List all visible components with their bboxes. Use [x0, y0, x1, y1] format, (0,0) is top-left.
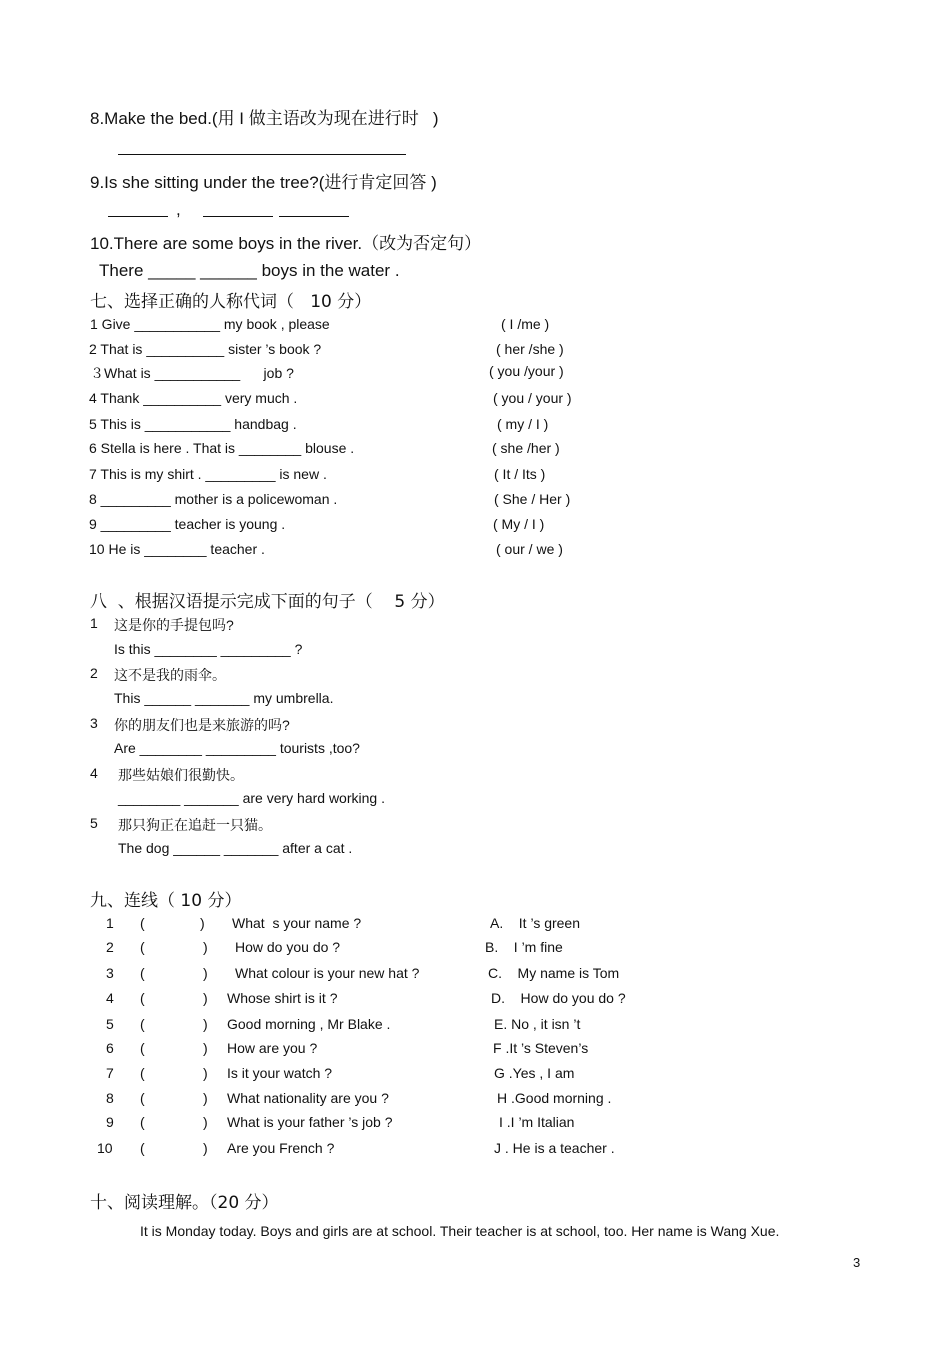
q9-comma: , [176, 200, 181, 219]
reading-paragraph: It is Monday today. Boys and girls are at school. Their teacher is at school, too. Her name is Wang Xue. [140, 1223, 780, 1239]
sec7-question: 10 He is ________ teacher . [89, 541, 265, 557]
answer-paren-close: ) [203, 1090, 208, 1106]
section-8-title: 八 、根据汉语提示完成下面的句子（ 5 分） [90, 592, 445, 612]
sec8-chinese: 这不是我的雨伞。 [114, 667, 226, 683]
q8-text: 8.Make the bed.(用 I 做主语改为现在进行时 ) [90, 109, 439, 128]
match-number: 8 [106, 1090, 114, 1106]
match-question: What nationality are you ? [227, 1090, 389, 1106]
sec7-options: ( our / we ) [496, 541, 563, 557]
sec7-options: ( My / I ) [493, 516, 545, 532]
match-question: What colour is your new hat ? [235, 965, 420, 981]
sec8-chinese: 你的朋友们也是来旅游的吗? [114, 717, 290, 733]
sec7-options: ( she /her ) [492, 440, 560, 456]
match-number: 6 [106, 1040, 114, 1056]
sec8-number: 2 [90, 665, 98, 681]
match-answer: I .I ’m Italian [499, 1114, 575, 1130]
sec7-question: 1 Give ___________ my book , please [90, 316, 330, 332]
match-answer: C. My name is Tom [488, 965, 620, 981]
sec7-question: 5 This is ___________ handbag . [89, 416, 297, 432]
sec7-options: ( her /she ) [496, 341, 564, 357]
sec8-chinese: 这是你的手提包吗? [114, 617, 234, 633]
answer-paren-close: ) [203, 965, 208, 981]
match-number: 4 [106, 990, 114, 1006]
sec8-number: 4 [90, 765, 98, 781]
answer-paren-open[interactable]: ( [140, 1016, 145, 1032]
answer-paren-open[interactable]: ( [140, 990, 145, 1006]
match-number: 1 [106, 915, 114, 931]
answer-line[interactable] [108, 216, 168, 217]
match-answer: D. How do you do ? [491, 990, 626, 1006]
q9-text: 9.Is she sitting under the tree?(进行肯定回答 ) [90, 173, 437, 192]
sec7-options: ( She / Her ) [494, 491, 571, 507]
sec8-english: Are ________ _________ tourists ,too? [114, 740, 360, 756]
sec8-english: ________ _______ are very hard working . [118, 790, 385, 806]
answer-paren-close: ) [203, 1140, 208, 1156]
sec8-number: 1 [90, 615, 98, 631]
q10-answer: There _____ ______ boys in the water . [99, 261, 400, 280]
match-answer: E. No , it isn ’t [494, 1016, 581, 1032]
match-number: 10 [97, 1140, 113, 1156]
match-number: 3 [106, 965, 114, 981]
answer-paren-open[interactable]: ( [140, 1140, 145, 1156]
match-question: Are you French ? [227, 1140, 335, 1156]
match-number: 5 [106, 1016, 114, 1032]
sec8-english: The dog ______ _______ after a cat . [118, 840, 353, 856]
answer-line[interactable] [203, 216, 273, 217]
sec8-english: Is this ________ _________ ? [114, 641, 303, 657]
answer-paren-open[interactable]: ( [140, 1065, 145, 1081]
sec7-options: ( I /me ) [501, 316, 550, 332]
match-question: What s your name ? [232, 915, 362, 931]
sec7-question: 2 That is __________ sister ’s book ? [89, 341, 322, 357]
match-answer: A. It ’s green [490, 915, 581, 931]
match-answer: H .Good morning . [497, 1090, 612, 1106]
answer-paren-open[interactable]: ( [140, 1040, 145, 1056]
sec8-number: 3 [90, 715, 98, 731]
page-number: 3 [853, 1255, 861, 1270]
section-9-title: 九、连线（ 10 分） [90, 891, 242, 911]
answer-paren-close: ) [203, 1114, 208, 1130]
match-question: What is your father ’s job ? [227, 1114, 393, 1130]
match-number: 7 [106, 1065, 114, 1081]
sec8-english: This ______ _______ my umbrella. [114, 690, 334, 706]
answer-line[interactable] [279, 216, 349, 217]
match-question: Whose shirt is it ? [227, 990, 338, 1006]
sec7-question: 8 _________ mother is a policewoman . [89, 491, 338, 507]
match-answer: G .Yes , I am [494, 1065, 575, 1081]
sec7-options: ( my / I ) [497, 416, 549, 432]
section-7-title: 七、选择正确的人称代词（ 10 分） [90, 292, 372, 312]
sec7-options: ( you /your ) [489, 363, 564, 379]
sec7-question: ３What is ___________ job ? [90, 365, 294, 381]
match-answer: F .It ’s Steven’s [493, 1040, 589, 1056]
answer-paren-open[interactable]: ( [140, 965, 145, 981]
sec7-question: 7 This is my shirt . _________ is new . [89, 466, 327, 482]
answer-paren-close: ) [203, 990, 208, 1006]
match-answer: J . He is a teacher . [494, 1140, 615, 1156]
answer-paren-open[interactable]: ( [140, 1114, 145, 1130]
answer-paren-close: ) [203, 939, 208, 955]
q10-text: 10.There are some boys in the river.（改为否定句） [90, 234, 482, 253]
sec8-chinese: 那只狗正在追赶一只猫。 [118, 817, 272, 833]
answer-paren-close: ) [203, 1016, 208, 1032]
sec8-number: 5 [90, 815, 98, 831]
sec8-chinese: 那些姑娘们很勤快。 [118, 767, 244, 783]
match-number: 2 [106, 939, 114, 955]
sec7-options: ( you / your ) [493, 390, 572, 406]
section-10-title: 十、阅读理解。（20 分） [90, 1193, 279, 1213]
match-question: Is it your watch ? [227, 1065, 333, 1081]
match-question: How do you do ? [235, 939, 341, 955]
match-question: Good morning , Mr Blake . [227, 1016, 391, 1032]
sec7-question: 9 _________ teacher is young . [89, 516, 286, 532]
answer-paren-close: ) [203, 1040, 208, 1056]
answer-paren-open[interactable]: ( [140, 1090, 145, 1106]
sec7-options: ( It / Its ) [494, 466, 546, 482]
answer-line[interactable] [118, 154, 406, 155]
sec7-question: 6 Stella is here . That is ________ blouse . [89, 440, 355, 456]
answer-paren-open[interactable]: ( [140, 939, 145, 955]
match-question: How are you ? [227, 1040, 318, 1056]
match-answer: B. I ’m fine [485, 939, 563, 955]
answer-paren-close: ) [200, 915, 205, 931]
sec7-question: 4 Thank __________ very much . [89, 390, 298, 406]
answer-paren-close: ) [203, 1065, 208, 1081]
match-number: 9 [106, 1114, 114, 1130]
answer-paren-open[interactable]: ( [140, 915, 145, 931]
